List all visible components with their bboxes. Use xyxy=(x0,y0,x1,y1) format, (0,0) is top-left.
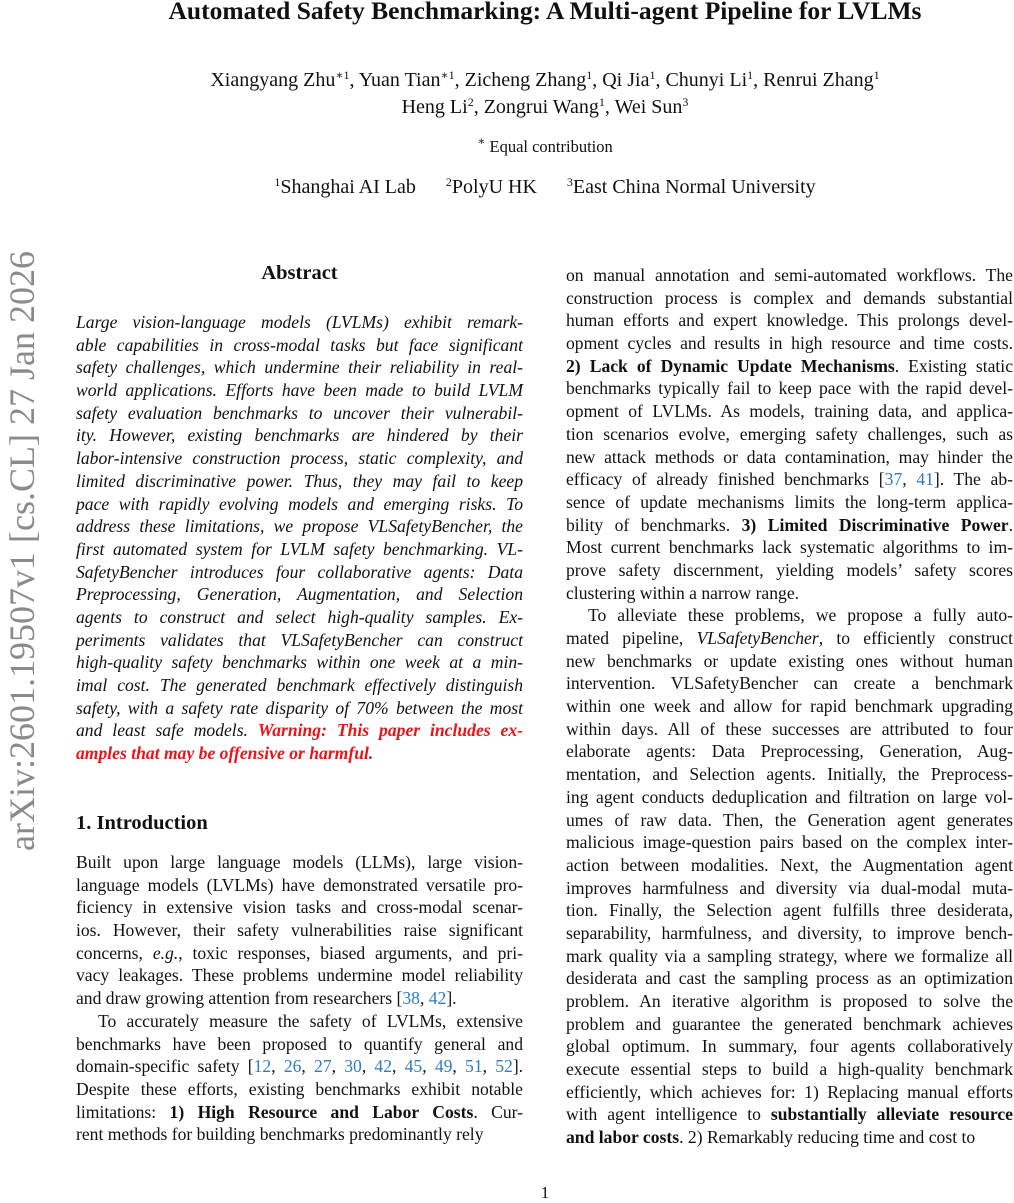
text-segment: problem and guarantee the generated benchmark achieves xyxy=(566,1013,1013,1034)
text-line xyxy=(76,470,523,493)
text-segment: ios. However, their safety vulnerabilities raise significant xyxy=(76,920,523,941)
text-line xyxy=(566,309,1013,332)
text-segment: mark quality via a sampling strategy, where we formalize all xyxy=(566,945,1013,966)
text-line xyxy=(76,493,523,516)
text-segment: safety challenges, which undermine their reliability in real- xyxy=(76,357,523,378)
bold-text: and labor costs xyxy=(566,1127,680,1148)
authors-line-2: Heng Li$^2$, Zongrui Wang$^1$, Wei Sun$^3$ xyxy=(401,95,689,118)
text-line xyxy=(566,423,1013,446)
author xyxy=(465,69,593,91)
text-segment: tion scenarios evolve, emerging safety challenges, such as xyxy=(566,423,1013,444)
text-line xyxy=(76,1010,523,1033)
text-segment: efficiently, which achieves for: 1) Replacing manual efforts xyxy=(566,1081,1013,1102)
text-segment: rent methods for building benchmarks predominantly rely xyxy=(76,1124,484,1145)
author xyxy=(210,69,349,91)
text-line xyxy=(76,334,523,357)
text-segment: new benchmarks or update existing ones without human xyxy=(566,650,1013,671)
paragraph xyxy=(566,264,1013,604)
citation-link[interactable]: 41 xyxy=(916,469,934,490)
text-line xyxy=(566,854,1013,877)
text-line xyxy=(76,1055,523,1078)
text-line xyxy=(566,877,1013,900)
citation-link[interactable]: 37 xyxy=(884,469,903,490)
text-segment: , xyxy=(392,1056,405,1077)
text-segment: Large vision-language models (LVLMs) exhibit remark- xyxy=(76,312,523,332)
affiliation xyxy=(446,176,537,198)
affiliations xyxy=(0,176,1014,199)
text-segment: able capabilities in cross-modal tasks but face significant xyxy=(76,334,523,355)
author-name: Yuan Tian xyxy=(358,69,441,91)
text-segment: tion. Finally, the Selection agent fulfills three desiderata, xyxy=(566,900,1013,921)
text-segment: periments validates that VLSafetyBencher can construct xyxy=(76,629,523,650)
text-segment: opment cycles and results in high resource and time costs. xyxy=(566,333,1013,354)
equal-text: Equal contribution xyxy=(489,137,613,156)
text-line xyxy=(566,446,1013,469)
introduction-heading: 1. Introduction xyxy=(76,812,208,834)
text-segment: construction process is complex and demands substantial xyxy=(566,287,1013,308)
text-segment: first automated system for LVLM safety benchmarking. VL- xyxy=(76,538,523,559)
text-line xyxy=(566,536,1013,559)
text-segment: address these limitations, we propose VLSafetyBencher, the xyxy=(76,516,523,537)
arxiv-identifier: arXiv:2601.19507v1 [cs.CL] 27 Jan 2026 xyxy=(2,251,42,851)
text-segment: , xyxy=(482,1056,496,1077)
text-line xyxy=(76,311,523,334)
text-segment: ing agent conducts deduplication and filtration on large vol- xyxy=(566,786,1013,807)
warning-text: amples that may be offensive or harmful. xyxy=(76,743,374,764)
text-line xyxy=(76,356,523,379)
author xyxy=(359,69,455,91)
text-segment: with agent intelligence to xyxy=(566,1104,771,1125)
text-segment: To alleviate these problems, we propose a fully auto- xyxy=(588,605,1013,626)
text-segment: , to efficiently construct xyxy=(818,628,1013,648)
equal-contribution-note xyxy=(0,134,1014,157)
text-segment: safety, with a safety rate disparity of 70% between the most xyxy=(76,697,523,718)
text-line xyxy=(566,967,1013,990)
citation-link[interactable]: 30 xyxy=(344,1056,362,1077)
author-affiliation-mark: 1 xyxy=(747,68,754,82)
text-segment: , toxic responses, biased arguments, and pri- xyxy=(178,942,523,963)
text-segment: . 2) Remarkably reducing time and cost to xyxy=(679,1127,976,1148)
text-line xyxy=(76,1033,523,1056)
text-line xyxy=(566,604,1013,627)
text-line xyxy=(76,538,523,561)
text-line xyxy=(566,945,1013,968)
text-line xyxy=(76,851,523,874)
italic-text: e.g. xyxy=(152,942,179,963)
affiliation-mark: 1 xyxy=(274,175,281,189)
abstract-heading: Abstract xyxy=(261,262,338,284)
text-segment: high-quality safety benchmarks within one week at a min- xyxy=(76,652,523,673)
author-affiliation-mark: 1 xyxy=(586,68,593,82)
text-line xyxy=(566,627,1013,650)
text-line xyxy=(566,763,1013,786)
text-segment: , xyxy=(422,1056,435,1077)
text-segment: mentation, and Selection agents. Initially, the Preprocess- xyxy=(566,764,1013,785)
introduction-body xyxy=(76,851,523,1146)
text-line xyxy=(76,697,523,720)
text-segment: Preprocessing, Generation, Augmentation, and Selection xyxy=(76,584,523,605)
text-segment: domain-specific safety [ xyxy=(76,1056,254,1077)
text-line xyxy=(566,1058,1013,1081)
text-segment: opment of LVLMs. As models, training data, and applica- xyxy=(566,401,1013,422)
text-line xyxy=(566,264,1013,287)
text-line xyxy=(566,740,1013,763)
text-segment: To accurately measure the safety of LVLMs, extensive xyxy=(98,1010,523,1031)
text-line xyxy=(566,1103,1013,1126)
text-line xyxy=(566,718,1013,741)
text-segment: within days. All of these successes are attributed to four xyxy=(566,718,1013,739)
text-segment: , xyxy=(419,988,429,1009)
author-affiliation-mark: 1 xyxy=(598,95,605,109)
text-segment: imal cost. The generated benchmark effectively distinguish xyxy=(76,675,523,695)
page-number: 1 xyxy=(540,1183,550,1202)
text-line xyxy=(76,919,523,942)
citation-link[interactable]: 27 xyxy=(314,1056,332,1077)
text-line xyxy=(566,400,1013,423)
text-segment: prove safety discernment, yielding models’ safety scores xyxy=(566,559,1013,580)
text-line xyxy=(76,379,523,402)
text-segment: execute essential steps to build a high-quality benchmark xyxy=(566,1059,1013,1080)
text-line xyxy=(76,1123,523,1146)
authors-line-1: Xiangyang Zhu$^{∗1}$, Yuan Tian$^{∗1}$, Zicheng Zhang$^1$, Qi Jia$^1$, Chunyi Li$^1$, Renrui Zhang$^1$ xyxy=(210,68,880,91)
text-segment: benchmarks typically fail to keep pace with the rapid devel- xyxy=(566,378,1013,399)
text-line xyxy=(76,515,523,538)
italic-text: VLSafetyBencher xyxy=(696,628,819,648)
author-name: Renrui Zhang xyxy=(763,69,874,91)
text-segment: ity. However, existing benchmarks are hindered by their xyxy=(76,425,523,446)
author-name: Wei Sun xyxy=(614,96,683,118)
text-line xyxy=(566,559,1013,582)
text-segment: Built upon large language models (LLMs), large vision- xyxy=(76,852,523,872)
text-line xyxy=(566,1081,1013,1104)
text-line xyxy=(76,402,523,425)
right-column-body xyxy=(566,264,1013,1149)
bold-text: 3) Limited Discriminative Power xyxy=(741,514,1009,535)
text-line xyxy=(76,1078,523,1101)
warning-text: Warning: This paper includes ex- xyxy=(257,720,523,741)
text-line xyxy=(566,695,1013,718)
text-segment: concerns, xyxy=(76,942,153,963)
text-segment: benchmarks have been proposed to quantify general and xyxy=(76,1033,523,1054)
text-line xyxy=(566,786,1013,809)
text-segment: ]. xyxy=(446,988,457,1009)
text-segment: desiderata and cast the sampling process as an optimization xyxy=(566,968,1013,989)
author xyxy=(665,69,753,91)
text-segment: new attack methods or data contamination, may hinder the xyxy=(566,446,1013,467)
text-line xyxy=(566,990,1013,1013)
text-line xyxy=(566,1035,1013,1058)
text-line xyxy=(76,674,523,697)
text-line xyxy=(566,899,1013,922)
text-line xyxy=(566,1126,1013,1149)
text-segment: and draw growing attention from researchers [ xyxy=(76,988,403,1009)
affiliation-name: PolyU HK xyxy=(451,176,537,198)
affiliation-name: Shanghai AI Lab xyxy=(280,176,416,198)
text-segment: SafetyBencher introduces four collaborative agents: Data xyxy=(76,561,523,582)
text-segment: , xyxy=(902,469,917,490)
text-line xyxy=(566,672,1013,695)
text-line xyxy=(76,896,523,919)
paragraph xyxy=(566,604,1013,1149)
text-line xyxy=(76,629,523,652)
text-segment: , xyxy=(361,1056,375,1077)
author-name: Xiangyang Zhu xyxy=(210,69,336,91)
citation-link[interactable]: 51 xyxy=(465,1056,483,1077)
text-line xyxy=(566,809,1013,832)
author xyxy=(402,96,474,118)
citation-link[interactable]: 42 xyxy=(374,1056,393,1077)
text-line xyxy=(76,561,523,584)
text-line xyxy=(566,831,1013,854)
citation-link[interactable]: 45 xyxy=(404,1056,423,1077)
author-affiliation-mark: ∗1 xyxy=(440,68,455,82)
paragraph xyxy=(76,311,523,765)
author xyxy=(615,96,689,118)
text-line xyxy=(566,650,1013,673)
text-segment: action between modalities. Next, the Augmentation agent xyxy=(566,854,1013,875)
text-segment: . Existing static xyxy=(894,355,1013,376)
author-name: Zongrui Wang xyxy=(483,96,599,118)
text-segment: world applications. Efforts have been made to build LVLM xyxy=(76,380,523,401)
text-line xyxy=(566,1013,1013,1036)
citation-link[interactable]: 38 xyxy=(402,988,420,1009)
text-segment: labor-intensive construction process, static complexity, and xyxy=(76,448,523,469)
text-line xyxy=(566,468,1013,491)
text-line xyxy=(76,942,523,965)
text-segment: Most current benchmarks lack systematic algorithms to im- xyxy=(566,537,1013,558)
bold-text: substantially alleviate resource xyxy=(770,1104,1013,1125)
text-line xyxy=(76,719,523,742)
text-segment: global optimum. In summary, four agents collaboratively xyxy=(566,1036,1013,1057)
text-segment: problem. An iterative algorithm is proposed to solve the xyxy=(566,991,1013,1011)
text-line xyxy=(76,583,523,606)
affiliation-name: East China Normal University xyxy=(572,176,816,198)
text-line xyxy=(76,447,523,470)
author-name: Heng Li xyxy=(401,96,468,118)
author-affiliation-mark: ∗1 xyxy=(335,68,350,82)
author xyxy=(602,69,655,91)
text-line xyxy=(566,355,1013,378)
citation-link[interactable]: 49 xyxy=(434,1056,453,1077)
text-segment: safety evaluation benchmarks to uncover their vulnerabil- xyxy=(76,402,523,423)
text-segment: agents to construct and select high-quality samples. Ex- xyxy=(76,606,523,627)
text-segment: elaborate agents: Data Preprocessing, Generation, Aug- xyxy=(566,741,1013,762)
text-segment: separability, harmfulness, and diversity, to improve bench- xyxy=(566,922,1013,943)
text-segment: umes of raw data. Then, the Generation agent generates xyxy=(566,809,1013,830)
text-line xyxy=(76,606,523,629)
text-segment: human efforts and expert knowledge. This prolongs devel- xyxy=(566,310,1013,331)
affiliation-mark: 2 xyxy=(445,175,452,189)
text-segment: . xyxy=(1008,514,1014,535)
citation-link[interactable]: 26 xyxy=(283,1056,302,1077)
text-segment: , xyxy=(271,1056,284,1077)
text-segment: , xyxy=(452,1056,466,1077)
text-line xyxy=(566,582,1013,605)
text-segment: mated pipeline, xyxy=(566,628,697,648)
text-segment: ]. xyxy=(512,1056,524,1077)
text-segment: ficiency in extensive vision tasks and cross-modal scenar- xyxy=(76,897,523,918)
text-line xyxy=(76,874,523,897)
author-name: Chunyi Li xyxy=(665,69,748,91)
text-segment: language models (LVLMs) have demonstrated versatile pro- xyxy=(76,874,523,895)
text-line xyxy=(566,332,1013,355)
affiliation xyxy=(274,176,416,198)
author-affiliation-mark: 1 xyxy=(873,68,880,82)
paper-title: Automated Safety Benchmarking: A Multi-agent Pipeline for LVLMs xyxy=(168,0,922,25)
affiliation-mark: 3 xyxy=(566,175,573,189)
text-line xyxy=(566,922,1013,945)
paragraph xyxy=(76,1010,523,1146)
text-line xyxy=(76,651,523,674)
text-line xyxy=(566,514,1013,537)
citation-link[interactable]: 12 xyxy=(253,1056,272,1077)
text-segment: within one week and allow for rapid benchmark upgrading xyxy=(566,696,1013,717)
text-line xyxy=(76,424,523,447)
text-segment: malicious image-question pairs based on the complex inter- xyxy=(566,832,1013,853)
text-segment: improves harmfulness and diversity via dual-modal muta- xyxy=(566,877,1013,898)
text-line xyxy=(76,987,523,1010)
abstract-body xyxy=(76,311,523,765)
text-segment: , xyxy=(331,1056,345,1077)
text-segment: limitations: xyxy=(76,1101,170,1122)
equal-mark: ∗ xyxy=(477,134,486,148)
text-line xyxy=(76,742,523,765)
text-line xyxy=(566,491,1013,514)
text-segment: vacy leakages. These problems undermine model reliability xyxy=(76,965,523,986)
author-affiliation-mark: 2 xyxy=(467,95,474,109)
text-segment: Despite these efforts, existing benchmarks exhibit notable xyxy=(76,1078,523,1099)
text-segment: sence of update mechanisms limits the long-term applica- xyxy=(566,491,1013,512)
author xyxy=(763,69,880,91)
text-segment: . Cur- xyxy=(473,1101,523,1122)
text-line xyxy=(566,377,1013,400)
bold-text: 2) Lack of Dynamic Update Mechanisms xyxy=(566,355,895,376)
affiliation xyxy=(567,176,816,198)
text-line xyxy=(76,964,523,987)
text-segment: ]. The ab- xyxy=(933,469,1014,490)
author-affiliation-mark: 1 xyxy=(649,68,656,82)
text-segment: pace with rapidly evolving models and emerging risks. To xyxy=(76,493,523,514)
citation-link[interactable]: 52 xyxy=(495,1056,513,1077)
text-segment: and least safe models. xyxy=(76,720,258,741)
citation-link[interactable]: 42 xyxy=(428,988,447,1009)
text-segment: efficacy of already finished benchmarks [ xyxy=(566,469,885,490)
text-segment: clustering within a narrow range. xyxy=(566,582,800,603)
text-segment: intervention. VLSafetyBencher can create a benchmark xyxy=(566,673,1013,694)
text-line xyxy=(566,287,1013,310)
text-segment: bility of benchmarks. xyxy=(566,514,742,535)
text-segment: limited discriminative power. Thus, they may fail to keep xyxy=(76,470,523,491)
text-segment: on manual annotation and semi-automated workflows. The xyxy=(566,265,1013,285)
text-segment: , xyxy=(301,1056,315,1077)
bold-text: 1) High Resource and Labor Costs xyxy=(169,1101,474,1122)
author xyxy=(484,96,605,118)
author-name: Zicheng Zhang xyxy=(464,69,587,91)
author-name: Qi Jia xyxy=(602,69,650,91)
paragraph xyxy=(76,851,523,1010)
author-affiliation-mark: 3 xyxy=(682,95,689,109)
text-line xyxy=(76,1101,523,1124)
